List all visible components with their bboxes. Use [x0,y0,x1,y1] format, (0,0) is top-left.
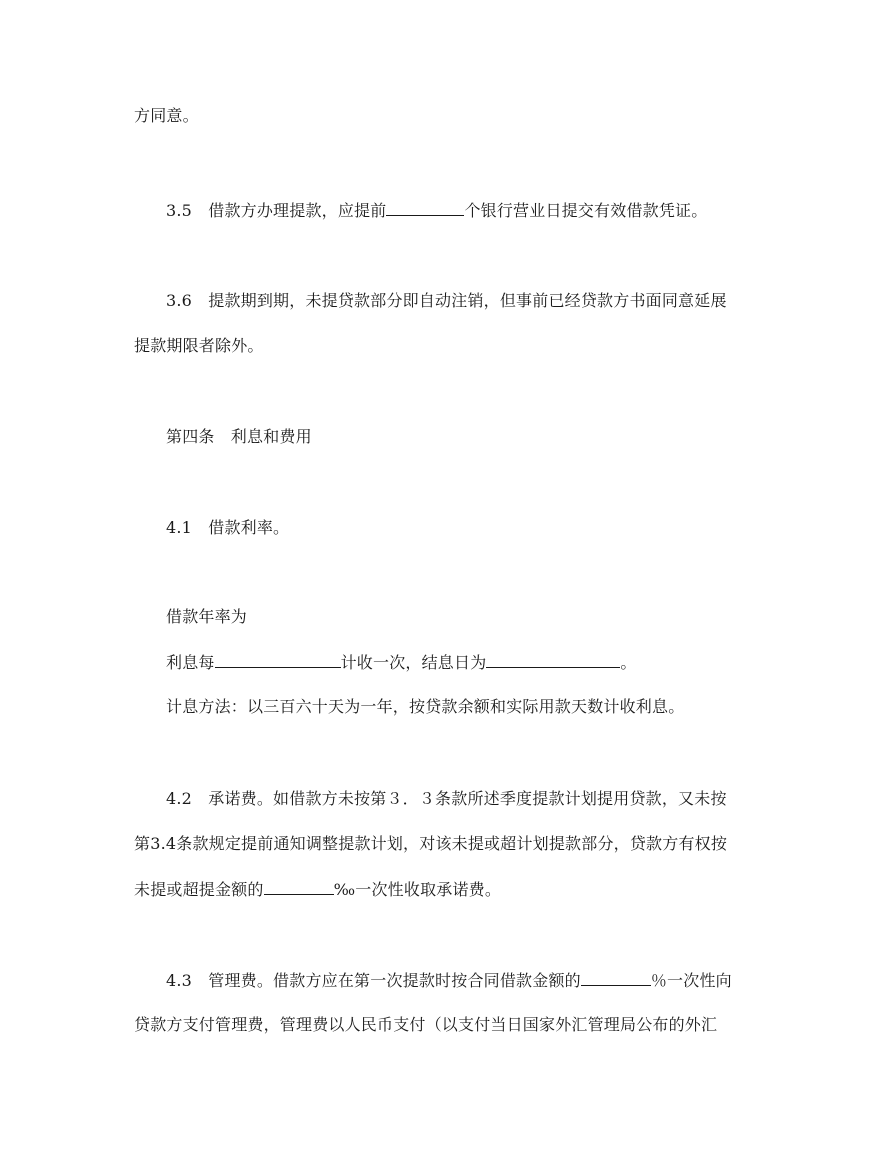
article-4-heading [166,427,312,447]
text-line: 4.3 管理费。借款方应在第一次提款时按合同借款金额的 [166,971,581,990]
clause-4-3 [166,970,732,991]
blank-field[interactable] [386,200,464,216]
text-line: 利息每 [166,653,215,672]
clause-4-2 [166,789,727,809]
text-line: 提款期限者除外。 [134,336,264,355]
blank-field[interactable] [486,652,620,668]
blank-field[interactable] [215,652,341,668]
text-line: 计收一次，结息日为 [340,653,487,672]
text-line: 个银行营业日提交有效借款凭证。 [464,201,708,220]
paragraph-continuation [134,106,199,126]
clause-3-6 [166,291,727,311]
text-line: 3.5 借款方办理提款，应提前 [166,201,387,220]
text-line: 计息方法：以三百六十天为一年，按贷款余额和实际用款天数计收利息。 [166,697,685,716]
text-line: 第3.4条款规定提前通知调整提款计划，对该未提或超计划提款部分，贷款方有权按 [134,834,728,853]
clause-4-2-continuation [134,879,501,900]
text-line: 未提或超提金额的 [134,880,264,899]
interest-rate-line [166,607,247,627]
text-line: 4.1 借款利率。 [166,518,290,537]
clause-4-1 [166,518,289,538]
clause-4-3-continuation [134,1015,717,1035]
text-line: 。 [620,653,637,672]
blank-field[interactable] [581,970,651,986]
text-line: ‰一次性收取承诺费。 [333,880,502,899]
text-line: 3.6 提款期到期，未提贷款部分即自动注销，但事前已经贷款方书面同意延展 [166,291,727,310]
text-line: 第四条 利息和费用 [166,427,312,446]
text-line: 4.2 承诺费。如借款方未按第３．３条款所述季度提款计划提用贷款，又未按 [166,789,727,808]
interest-method-line [166,697,684,717]
clause-4-2-continuation [134,834,727,854]
text-line: 贷款方支付管理费，管理费以人民币支付（以支付当日国家外汇管理局公布的外汇 [134,1015,718,1034]
blank-field[interactable] [264,879,334,895]
interest-period-line [166,652,637,673]
clause-3-6-continuation [134,336,264,356]
text-line: 方同意。 [134,106,199,125]
clause-3-5 [166,200,707,221]
text-line: ％一次性向 [650,971,732,990]
text-line: 借款年率为 [166,607,248,626]
